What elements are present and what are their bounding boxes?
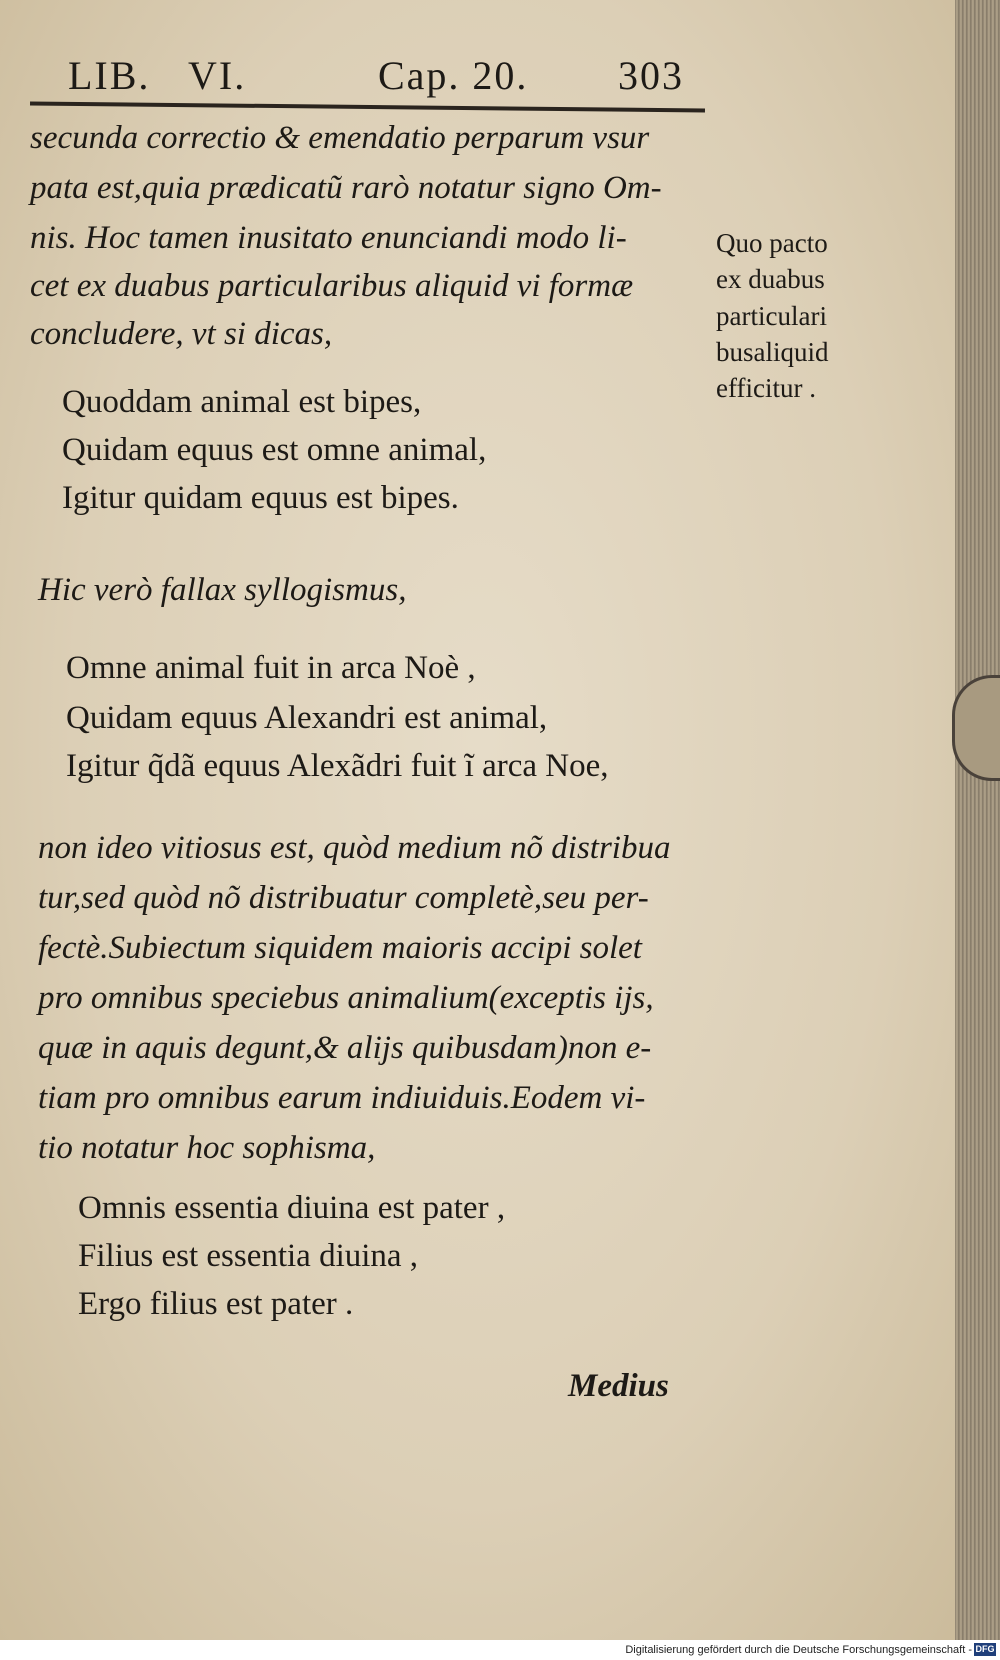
running-header — [58, 52, 698, 100]
text-line: nis. Hoc tamen inusitato enunciandi modo li- — [30, 220, 627, 256]
text-line: cet ex duabus particularibus aliquid vi formæ — [30, 268, 634, 304]
text-line: quæ in aquis degunt,& alijs quibusdam)non e- — [38, 1030, 652, 1066]
text-line: fectè.Subiectum siquidem maioris accipi solet — [38, 930, 642, 966]
margin-note-line: Quo pacto — [716, 228, 828, 258]
margin-note-line: busaliquid — [716, 337, 829, 367]
book-fore-edge — [955, 0, 1000, 1640]
text-line: pata est,quia prædicatũ rarò notatur signo Om- — [30, 170, 662, 206]
header-book: LIB. — [68, 53, 151, 98]
header-book-number: VI. — [188, 53, 247, 98]
syllogism-line: Quoddam animal est bipes, — [62, 384, 422, 420]
syllogism-line: Igitur quidam equus est bipes. — [62, 480, 459, 516]
syllogism-line: Ergo filius est pater . — [78, 1286, 354, 1322]
text-line: Hic verò fallax syllogismus, — [38, 572, 407, 608]
text-line: tur,sed quòd nõ distribuatur completè,seu per- — [38, 880, 649, 916]
margin-note-line: ex duabus — [716, 264, 825, 294]
footer-credit: Digitalisierung gefördert durch die Deutsche Forschungsgemeinschaft - — [625, 1644, 972, 1656]
syllogism-line: Omnis essentia diuina est pater , — [78, 1190, 506, 1226]
margin-note-line: particulari — [716, 301, 827, 331]
book-clasp — [952, 675, 1000, 781]
syllogism-line: Filius est essentia diuina , — [78, 1238, 419, 1274]
syllogism-line: Quidam equus est omne animal, — [62, 432, 487, 468]
catchword: Medius — [568, 1368, 669, 1404]
text-line: tio notatur hoc sophisma, — [38, 1130, 376, 1166]
syllogism-line: Omne animal fuit in arca Noè , — [66, 650, 476, 686]
text-line: tiam pro omnibus earum indiuiduis.Eodem vi- — [38, 1080, 646, 1116]
text-line: pro omnibus speciebus animalium(exceptis ijs, — [38, 980, 654, 1016]
margin-note-line: efficitur . — [716, 373, 816, 403]
syllogism-line: Igitur q̃dã equus Alexãdri fuit ĩ arca Noe, — [66, 748, 609, 784]
dfg-logo: DFG — [975, 1644, 995, 1654]
text-line: concludere, vt si dicas, — [30, 316, 333, 352]
text-line: secunda correctio & emendatio perparum vsur — [30, 120, 650, 156]
page-number: 303 — [618, 53, 684, 98]
text-line: non ideo vitiosus est, quòd medium nõ distribua — [38, 830, 671, 866]
header-chapter: Cap. 20. — [378, 53, 529, 98]
syllogism-line: Quidam equus Alexandri est animal, — [66, 700, 548, 736]
